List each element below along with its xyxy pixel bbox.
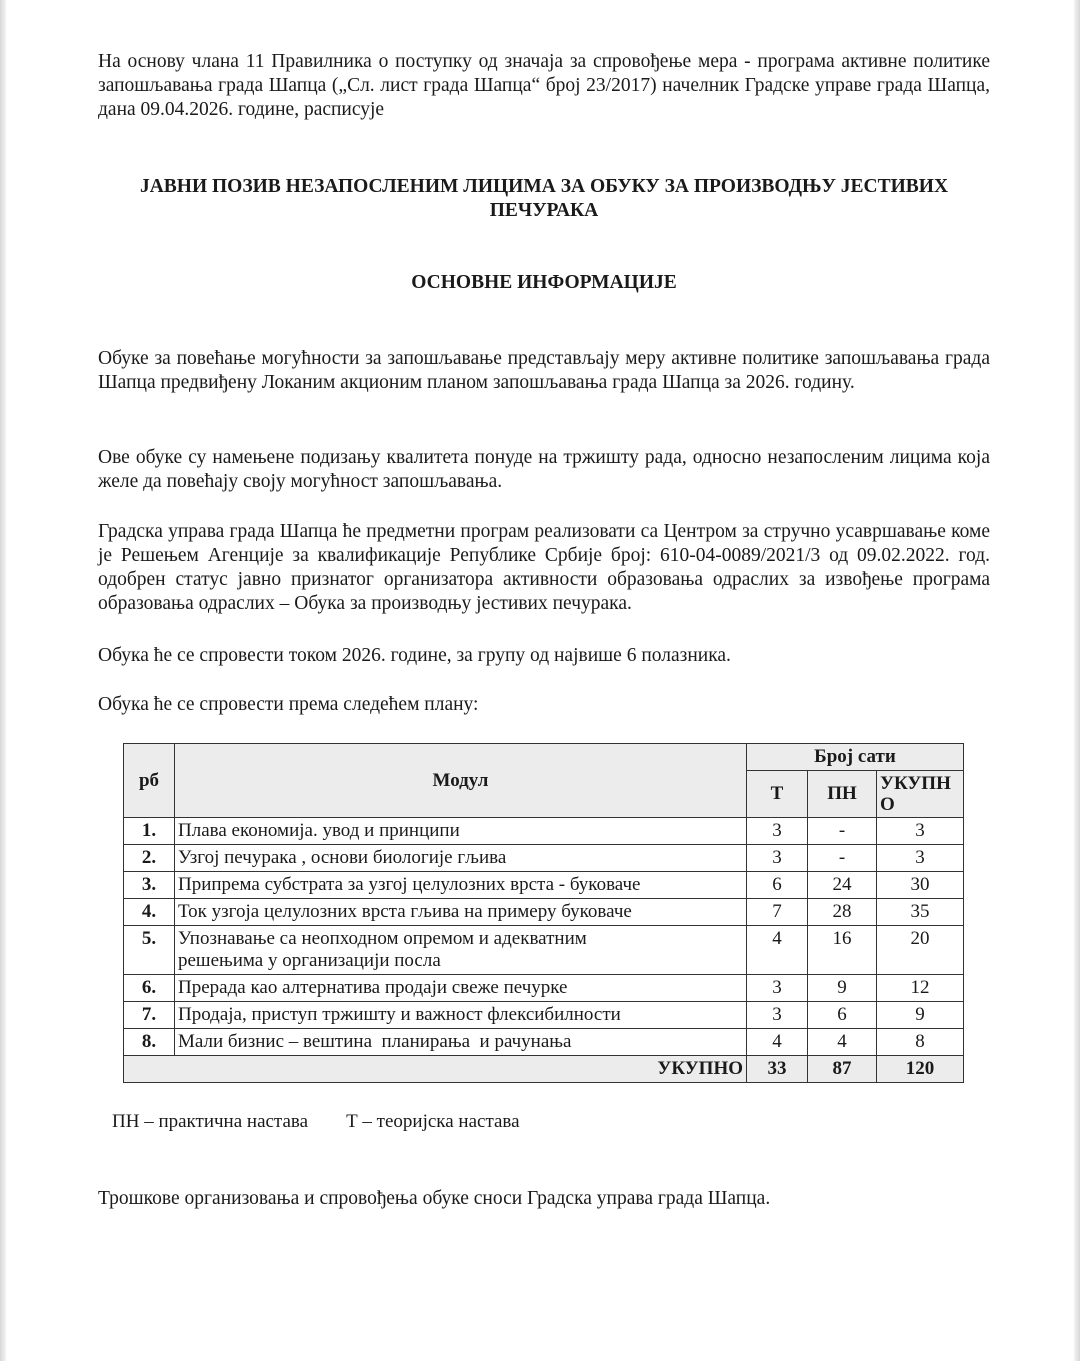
- legend-t: Т – теоријска настава: [346, 1111, 520, 1132]
- paragraph-schedule: Обука ће се спровести током 2026. године, за групу од највише 6 полазника.: [98, 645, 731, 666]
- row-t: 3: [747, 1002, 808, 1029]
- row-module: Ток узгоја целулозних врста гљива на примеру буковаче: [175, 899, 747, 926]
- header-total: УКУПНО: [877, 771, 964, 818]
- table-row: [124, 818, 964, 845]
- row-number: 4.: [124, 899, 175, 926]
- header-rb: рб: [124, 744, 175, 818]
- row-total: 8: [877, 1029, 964, 1056]
- page-edge-left: [0, 0, 6, 1361]
- table-row: [124, 975, 964, 1002]
- closing-paragraph: Трошкове организовања и спровођења обуке сноси Градска управа града Шапца.: [98, 1188, 771, 1209]
- paragraph-plan-intro: Обука ће се спровести према следећем плану:: [98, 694, 479, 715]
- row-number: 7.: [124, 1002, 175, 1029]
- row-module: Мали бизнис – вештина планирања и рачунања: [175, 1029, 747, 1056]
- row-pn: -: [808, 845, 877, 872]
- row-number: 1.: [124, 818, 175, 845]
- row-pn: 6: [808, 1002, 877, 1029]
- row-number: 5.: [124, 926, 175, 975]
- training-plan-table: [123, 743, 964, 1083]
- table-row: [124, 926, 964, 975]
- header-t: Т: [747, 771, 808, 818]
- row-number: 6.: [124, 975, 175, 1002]
- paragraph-implementation: Градска управа града Шапца ће предметни програм реализовати са Центром за стручно усавршавање коме је Решењем Агенције за квалификације Републике Србије број: 610-04-0089/2021/3 од 09.02.2022. год. одобрен статус јавно признатог организатора активности образовања одраслих за извођење програма образовања одраслих – Обука за производњу јестивих печурака.: [98, 521, 990, 614]
- row-t: 3: [747, 818, 808, 845]
- table-total-row: [124, 1056, 964, 1083]
- row-pn: -: [808, 818, 877, 845]
- row-number: 3.: [124, 872, 175, 899]
- row-pn: 16: [808, 926, 877, 975]
- row-total: 12: [877, 975, 964, 1002]
- page-edge-right: [1074, 0, 1080, 1361]
- row-t: 4: [747, 926, 808, 975]
- row-t: 4: [747, 1029, 808, 1056]
- intro-paragraph: На основу члана 11 Правилника о поступку од значаја за спровођење мера - програма активне политике запошљавања града Шапца („Сл. лист града Шапца“ број 23/2017) начелник Градске управе града Шапца, дана 09.04.2026. године, расписује: [98, 51, 990, 120]
- header-pn: ПН: [808, 771, 877, 818]
- row-t: 7: [747, 899, 808, 926]
- row-pn: 28: [808, 899, 877, 926]
- row-module: Продаја, приступ тржишту и важност флексибилности: [175, 1002, 747, 1029]
- legend-pn: ПН – практична настава: [112, 1111, 309, 1132]
- paragraph-purpose: Ове обуке су намењене подизању квалитета понуде на тржишту рада, односно незапосленим лицима која желе да повећају своју могућност запошљавања.: [98, 447, 990, 492]
- row-total: 3: [877, 845, 964, 872]
- total-hours: 120: [877, 1056, 964, 1083]
- row-module: Плава економија. увод и принципи: [175, 818, 747, 845]
- row-pn: 9: [808, 975, 877, 1002]
- header-module: Модул: [175, 744, 747, 818]
- table-row: [124, 872, 964, 899]
- section-heading: ОСНОВНЕ ИНФОРМАЦИЈЕ: [411, 272, 677, 293]
- row-number: 8.: [124, 1029, 175, 1056]
- row-t: 3: [747, 975, 808, 1002]
- document-title: ЈАВНИ ПОЗИВ НЕЗАПОСЛЕНИМ ЛИЦИМА ЗА ОБУКУ ЗА ПРОИЗВОДЊУ ЈЕСТИВИХ ПЕЧУРАКА: [139, 176, 949, 221]
- row-module: Узгој печурака , основи биологије гљива: [175, 845, 747, 872]
- total-t: 33: [747, 1056, 808, 1083]
- row-total: 30: [877, 872, 964, 899]
- header-hours-group: Број сати: [747, 744, 964, 771]
- table-row: [124, 845, 964, 872]
- table-row: [124, 1029, 964, 1056]
- row-total: 35: [877, 899, 964, 926]
- row-module: Упознавање са неопходном опремом и адекватним решењима у организацији посла: [175, 926, 747, 975]
- row-pn: 4: [808, 1029, 877, 1056]
- table-header-row: [124, 744, 964, 771]
- row-total: 3: [877, 818, 964, 845]
- row-t: 3: [747, 845, 808, 872]
- total-label: УКУПНО: [124, 1056, 747, 1083]
- table-row: [124, 899, 964, 926]
- table-row: [124, 1002, 964, 1029]
- table-legend: [112, 1110, 520, 1134]
- row-total: 20: [877, 926, 964, 975]
- total-pn: 87: [808, 1056, 877, 1083]
- row-total: 9: [877, 1002, 964, 1029]
- row-module: Прерада као алтернатива продаји свеже печурке: [175, 975, 747, 1002]
- row-module: Припрема субстрата за узгој целулозних врста - буковаче: [175, 872, 747, 899]
- row-pn: 24: [808, 872, 877, 899]
- row-t: 6: [747, 872, 808, 899]
- paragraph-measure: Обуке за повећање могућности за запошљавање представљају меру активне политике запошљавања града Шапца предвиђену Локаним акционим планом запошљавања града Шапца за 2026. годину.: [98, 348, 990, 393]
- row-number: 2.: [124, 845, 175, 872]
